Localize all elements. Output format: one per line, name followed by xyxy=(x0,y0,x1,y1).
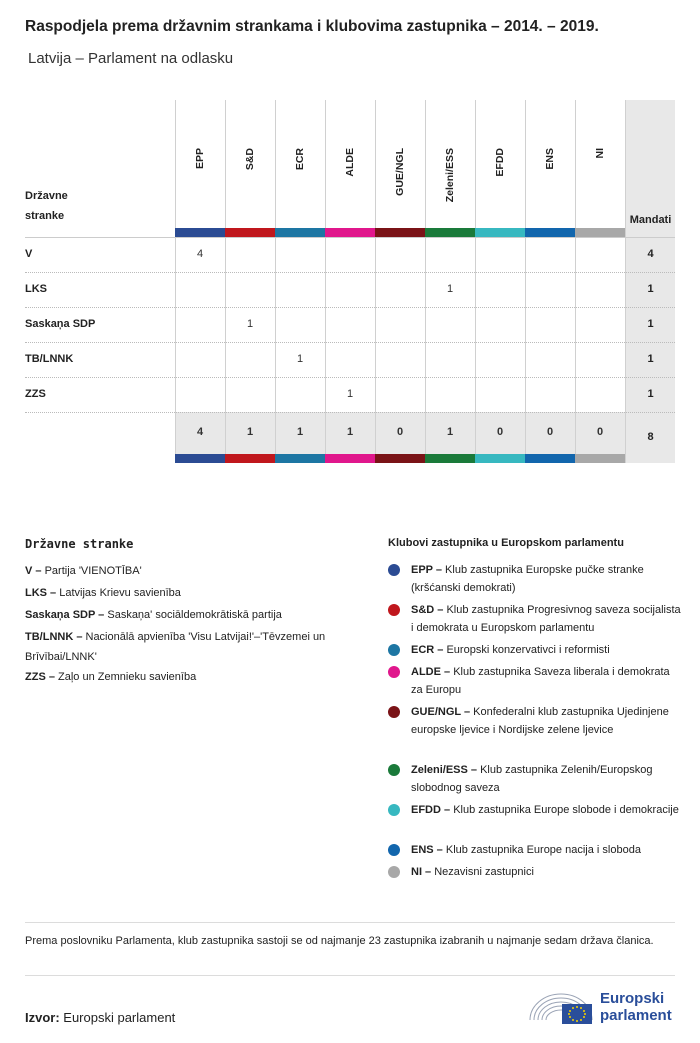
divider xyxy=(25,922,675,923)
group-color-bar xyxy=(175,454,225,463)
column-header-label: ALDE xyxy=(344,148,356,177)
party-legend-name: Latvijas Krievu savienība xyxy=(59,587,181,599)
group-color-dot xyxy=(388,764,400,776)
group-color-bar xyxy=(175,228,225,237)
logo-text-line1: Europski xyxy=(600,990,665,1007)
column-header-label: NI xyxy=(594,148,606,159)
group-legend-abbr: Zeleni/ESS – xyxy=(411,764,481,776)
group-legend-abbr: EPP – xyxy=(411,564,446,576)
column-header-label: EPP xyxy=(194,148,206,170)
total-cell: 1 xyxy=(296,426,304,438)
group-color-dot xyxy=(388,564,400,576)
row-divider xyxy=(25,342,675,343)
group-color-bar xyxy=(275,454,325,463)
row-divider xyxy=(25,307,675,308)
group-legend-item xyxy=(411,761,681,797)
group-color-dot xyxy=(388,804,400,816)
row-mandates: 1 xyxy=(647,388,654,400)
column-header-label: S&D xyxy=(244,148,256,171)
group-color-bar xyxy=(375,454,425,463)
group-legend-abbr: ECR – xyxy=(411,644,447,656)
row-header: Državne stranke xyxy=(25,190,68,222)
group-legend-name: Klub zastupnika Progresivnog saveza socijalista i demokrata u Europskom parlamentu xyxy=(411,604,681,634)
mandates-column-bg xyxy=(626,100,675,463)
group-color-dot xyxy=(388,866,400,878)
column-header-label: ECR xyxy=(294,148,306,171)
total-cell: 1 xyxy=(246,426,254,438)
column-divider xyxy=(375,100,376,463)
group-legend-item xyxy=(411,841,681,859)
parliament-hemicycle-icon xyxy=(528,986,598,1026)
group-color-bar xyxy=(375,228,425,237)
source xyxy=(25,1010,175,1025)
page-subtitle: Latvija – Parlament na odlasku xyxy=(28,50,234,67)
column-divider xyxy=(625,100,626,463)
total-mandates: 8 xyxy=(647,431,654,443)
column-header-zeleniess xyxy=(440,148,460,208)
column-divider xyxy=(425,100,426,463)
group-legend-item xyxy=(411,561,681,597)
party-legend-item xyxy=(25,605,365,625)
column-divider xyxy=(475,100,476,463)
group-color-dot xyxy=(388,644,400,656)
group-legend-abbr: EFDD – xyxy=(411,804,454,816)
row-label-party: V xyxy=(25,248,33,260)
table-cell: 1 xyxy=(246,318,254,330)
row-divider xyxy=(25,412,675,413)
party-legend-abbr: Saskaņa SDP – xyxy=(25,609,108,621)
party-legend-item xyxy=(25,561,365,581)
row-label-party: TB/LNNK xyxy=(25,353,74,365)
group-color-dot xyxy=(388,844,400,856)
column-divider xyxy=(225,100,226,463)
table-cell: 4 xyxy=(196,248,204,260)
group-color-bar xyxy=(425,228,475,237)
group-color-bar xyxy=(475,228,525,237)
group-legend-name: Konfederalni klub zastupnika Ujedinjene europske ljevice i Nordijske zelene ljevice xyxy=(411,706,669,736)
group-legend-name: Klub zastupnika Europe slobode i demokracije xyxy=(453,804,679,816)
group-color-bar xyxy=(325,454,375,463)
row-mandates: 4 xyxy=(647,248,654,260)
group-legend-name: Nezavisni zastupnici xyxy=(434,866,534,878)
group-legend-item xyxy=(411,703,681,739)
total-cell: 1 xyxy=(446,426,454,438)
row-divider xyxy=(25,377,675,378)
logo-text-line2: parlament xyxy=(600,1007,672,1024)
group-color-bar xyxy=(225,454,275,463)
total-cell: 0 xyxy=(596,426,604,438)
column-divider xyxy=(175,100,176,463)
party-legend-name: Zaļo un Zemnieku savienība xyxy=(58,671,197,683)
party-legend-name: Nacionālā apvienība 'Visu Latvijai!'–'Tēvzemei un Brīvībai/LNNK' xyxy=(25,631,326,663)
group-color-dot xyxy=(388,666,400,678)
group-legend-name: Klub zastupnika Europske pučke stranke (kršćanski demokrati) xyxy=(411,564,644,594)
row-label-party: Saskaņa SDP xyxy=(25,318,96,330)
group-color-bar xyxy=(475,454,525,463)
party-legend-item xyxy=(25,667,365,687)
group-legend-item xyxy=(411,601,681,637)
parties-legend-title: Državne stranke xyxy=(25,537,134,551)
column-header-ens xyxy=(540,148,560,208)
group-color-bar xyxy=(575,454,625,463)
row-divider xyxy=(25,237,675,238)
party-legend-name: Partija 'VIENOTĪBA' xyxy=(44,565,142,577)
row-label-party: LKS xyxy=(25,283,47,295)
party-legend-abbr: ZZS – xyxy=(25,671,59,683)
column-header-ecr xyxy=(290,148,310,208)
source-value: Europski parlament xyxy=(59,1010,176,1025)
row-label-party: ZZS xyxy=(25,388,46,400)
group-legend-abbr: ENS – xyxy=(411,844,446,856)
group-legend-abbr: GUE/NGL – xyxy=(411,706,474,718)
distribution-table xyxy=(0,0,700,470)
row-divider xyxy=(25,272,675,273)
row-mandates: 1 xyxy=(647,353,654,365)
group-color-bar xyxy=(525,228,575,237)
party-legend-item xyxy=(25,583,365,603)
group-legend-item xyxy=(411,663,681,699)
total-cell: 4 xyxy=(196,426,204,438)
group-color-dot xyxy=(388,604,400,616)
source-label: Izvor: xyxy=(25,1010,60,1025)
groups-legend-title: Klubovi zastupnika u Europskom parlamentu xyxy=(388,537,624,549)
group-legend-abbr: ALDE – xyxy=(411,666,454,678)
divider xyxy=(25,975,675,976)
row-mandates: 1 xyxy=(647,318,654,330)
group-legend-name: Klub zastupnika Saveza liberala i demokrata za Europu xyxy=(411,666,670,696)
group-legend-item xyxy=(411,863,681,881)
column-divider xyxy=(275,100,276,463)
group-color-bar xyxy=(225,228,275,237)
total-cell: 0 xyxy=(396,426,404,438)
group-legend-name: Klub zastupnika Europe nacija i sloboda xyxy=(445,844,641,856)
mandates-header: Mandati xyxy=(629,214,672,226)
group-color-dot xyxy=(388,706,400,718)
column-divider xyxy=(575,100,576,463)
group-legend-name: Klub zastupnika Zelenih/Europskog slobodnog saveza xyxy=(411,764,653,794)
footnote: Prema poslovniku Parlamenta, klub zastupnika sastoji se od najmanje 23 zastupnika izabranih u najmanje sedam država članica. xyxy=(25,935,654,947)
party-legend-item xyxy=(25,627,365,667)
row-mandates: 1 xyxy=(647,283,654,295)
column-header-label: EFDD xyxy=(494,148,506,177)
group-legend-abbr: NI – xyxy=(411,866,435,878)
column-header-epp xyxy=(190,148,210,208)
column-header-efdd xyxy=(490,148,510,208)
party-legend-abbr: V – xyxy=(25,565,45,577)
column-header-alde xyxy=(340,148,360,208)
group-color-bar xyxy=(275,228,325,237)
column-divider xyxy=(525,100,526,463)
column-header-label: ENS xyxy=(544,148,556,170)
column-header-ni xyxy=(590,148,610,208)
column-header-label: GUE/NGL xyxy=(394,148,406,196)
table-cell: 1 xyxy=(296,353,304,365)
party-legend-abbr: TB/LNNK – xyxy=(25,631,86,643)
group-legend-item xyxy=(411,641,681,659)
group-legend-name: Europski konzervativci i reformisti xyxy=(446,644,610,656)
group-color-bar xyxy=(325,228,375,237)
ep-logo xyxy=(528,986,678,1026)
party-legend-name: Saskaņa' sociāldemokrātiskā partija xyxy=(107,609,282,621)
column-divider xyxy=(325,100,326,463)
group-legend-abbr: S&D – xyxy=(411,604,447,616)
total-cell: 1 xyxy=(346,426,354,438)
page-title: Raspodjela prema državnim strankama i klubovima zastupnika – 2014. – 2019. xyxy=(25,18,599,35)
column-header-sd xyxy=(240,148,260,208)
group-color-bar xyxy=(425,454,475,463)
column-header-guengl xyxy=(390,148,410,208)
total-cell: 0 xyxy=(496,426,504,438)
group-color-bar xyxy=(575,228,625,237)
total-cell: 0 xyxy=(546,426,554,438)
party-legend-abbr: LKS – xyxy=(25,587,60,599)
group-legend-item xyxy=(411,801,681,819)
column-header-label: Zeleni/ESS xyxy=(444,148,456,203)
table-cell: 1 xyxy=(346,388,354,400)
table-cell: 1 xyxy=(446,283,454,295)
group-color-bar xyxy=(525,454,575,463)
